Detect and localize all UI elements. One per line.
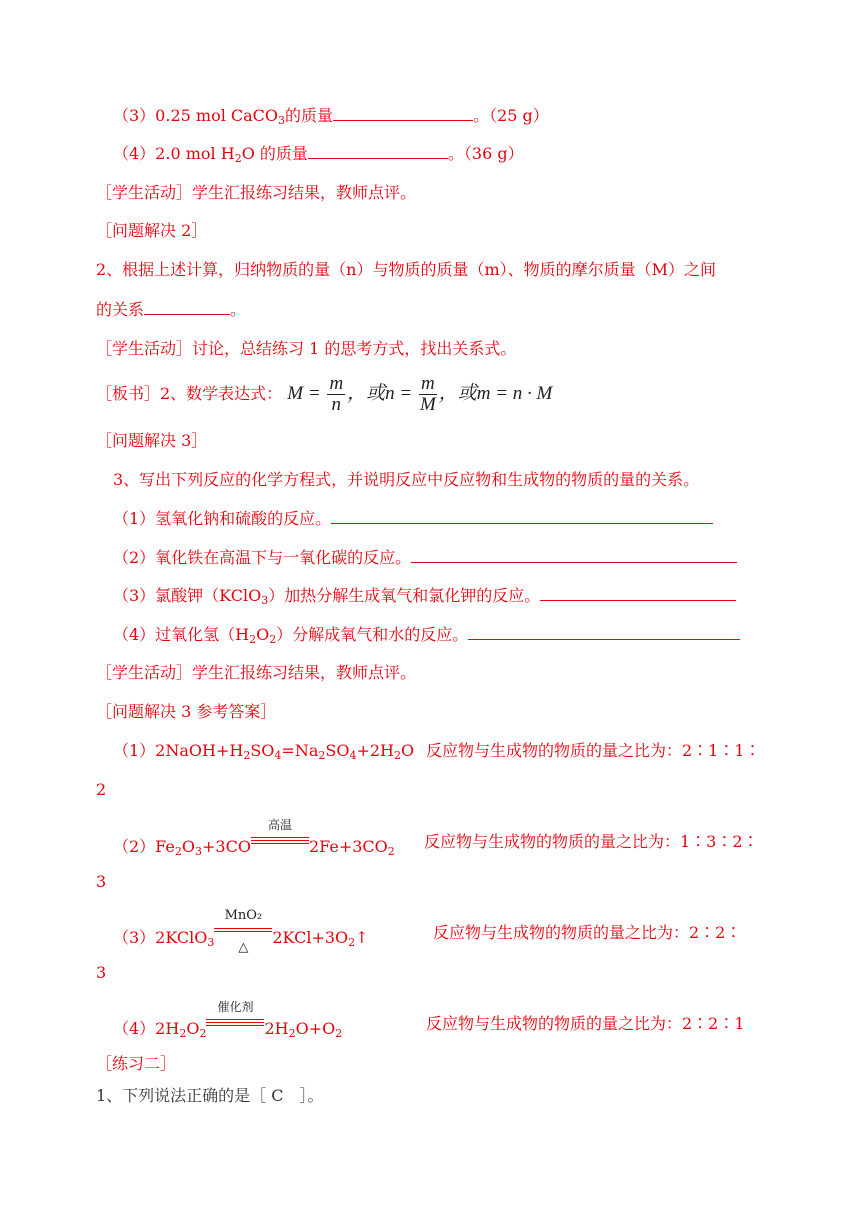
- answer-heading-3: ［问题解决 3 参考答案］: [96, 702, 277, 721]
- answer-1-ratio-wrap: 2: [96, 780, 107, 799]
- student-activity-3: ［学生活动］学生汇报练习结果，教师点评。: [96, 663, 417, 682]
- answer-3-ratio-wrap: 3: [96, 963, 107, 982]
- exercise-2-question-1: 1、下列说法正确的是［ C ］。: [96, 1086, 324, 1105]
- answer-3-equation: （3）2KClO$_3$ MnO₂ △ $2KCl+3O_2↑$: [113, 908, 369, 955]
- problem-2-text-cont: 的关系 。: [96, 300, 247, 319]
- reaction-arrow: MnO₂ △: [214, 923, 272, 943]
- problem-3-text: 3、写出下列反应的化学方程式，并说明反应中反应物和生成物的物质的量的关系。: [113, 470, 700, 489]
- answer-blank: [411, 548, 737, 563]
- problem-heading-2: ［问题解决 2］: [96, 221, 208, 240]
- answer-blank: [468, 625, 740, 640]
- exercise-line-3: （3）0.25 mol CaCO$_3$的质量 。（25 g）: [113, 106, 549, 127]
- answer-blank: [308, 144, 448, 159]
- reaction-arrow: 催化剂: [206, 1014, 264, 1034]
- student-activity-1: ［学生活动］学生汇报练习结果，教师点评。: [96, 183, 417, 202]
- answer-4-equation: $(4)2H_2O_2$ 催化剂 $2H_2O+O_2$: [113, 1000, 343, 1040]
- answer-2-ratio: 反应物与生成物的物质的量之比为：1∶3∶2∶: [424, 832, 759, 851]
- problem-3-item-4: （4）过氧化氢$(H_2O_2)$分解成氧气和水的反应。: [113, 625, 740, 645]
- answer-blank: [333, 106, 473, 121]
- answer-2-ratio-wrap: 3: [96, 872, 107, 891]
- board-formula: ［板书］2、数学表达式： M = $\frac{m}{n}$ ，或n = $\frac{m}{M}$ ，或m = n · M: [96, 373, 553, 416]
- student-activity-2: ［学生活动］讨论，总结练习 1 的思考方式，找出关系式。: [96, 339, 517, 358]
- answer-1-ratio: 反应物与生成物的物质的量之比为：2∶1∶1∶: [426, 741, 761, 760]
- problem-2-text: 2、根据上述计算，归纳物质的量（n）与物质的质量（m）、物质的摩尔质量（M）之间: [96, 260, 717, 279]
- problem-3-item-1: （1）氢氧化钠和硫酸的反应。: [113, 509, 713, 529]
- answer-blank: [540, 586, 736, 601]
- exercise-heading-2: ［练习二］: [96, 1054, 177, 1073]
- problem-heading-3: ［问题解决 3］: [96, 431, 208, 450]
- problem-3-item-3: （3）氯酸钾（KClO$_3$）加热分解生成氧气和氯化钾的反应。: [113, 586, 736, 606]
- problem-3-item-2: （2）氧化铁在高温下与一氧化碳的反应。: [113, 548, 737, 568]
- answer-2-equation: $(2)Fe_2O_3+3CO$ 高温 $2Fe+3CO_2$: [113, 818, 395, 858]
- answer-4-ratio: 反应物与生成物的物质的量之比为：2∶2∶1: [426, 1014, 745, 1033]
- answer-blank: [331, 509, 713, 524]
- exercise-line-4: （4）2.0 mol $H_2O$ 的质量 。（36 g）: [113, 144, 524, 165]
- answer-1-equation: $(1)2NaOH+H_2SO_4=Na_2SO_4+2H_2O$: [113, 741, 415, 762]
- reaction-arrow: 高温: [251, 832, 309, 852]
- answer-blank: [144, 300, 230, 315]
- answer-3-ratio: 反应物与生成物的物质的量之比为：2∶2∶: [433, 923, 742, 942]
